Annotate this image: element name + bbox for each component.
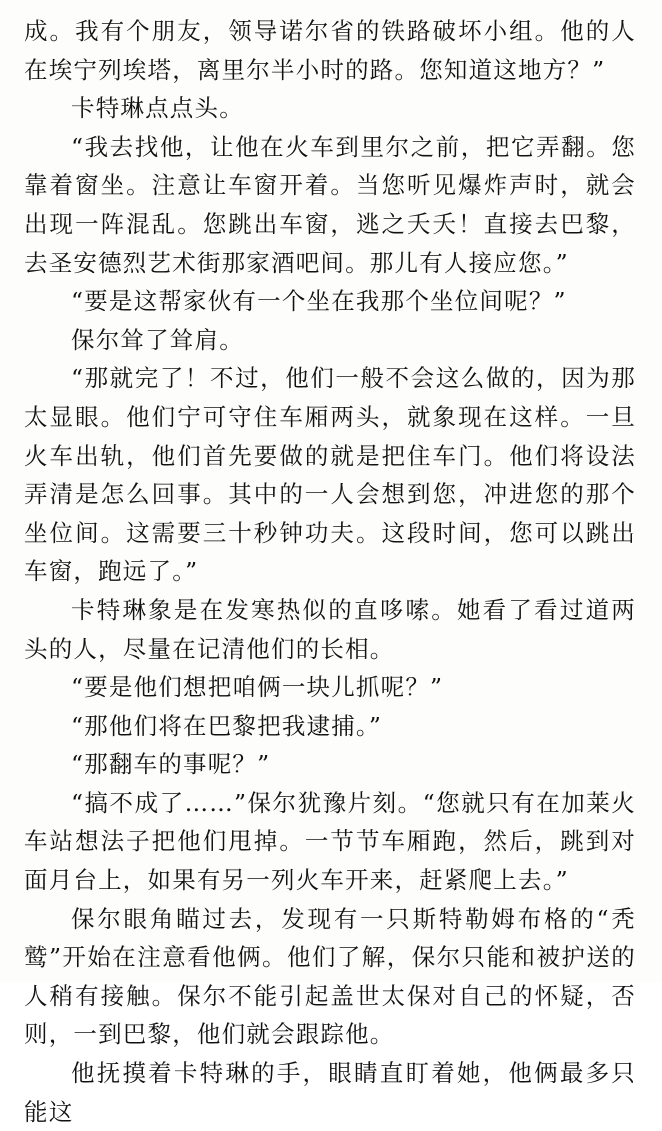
paragraph-8: “要是他们想把咱俩一块儿抓呢？” bbox=[71, 673, 444, 702]
paragraph-3: “我去找他，让他在火车到里尔之前，把它弄翻。您靠着窗坐。注意让车窗开着。当您听见爆炸声时，就会出现一阵混乱。您跳出车窗，逃之夭夭！直接去巴黎，去圣安德烈艺术街那家酒吧间。那儿有人接应您。” bbox=[24, 132, 636, 277]
paragraph-7: 卡特琳象是在发寒热似的直哆嗦。她看了看过道两头的人，尽量在记清他们的长相。 bbox=[24, 595, 636, 663]
page-body-text bbox=[24, 12, 636, 1131]
paragraph-6: “那就完了！不过，他们一般不会这么做的，因为那太显眼。他们宁可守住车厢两头，就象现在这样。一旦火车出轨，他们首先要做的就是把住车门。他们将设法弄清是怎么回事。其中的一人会想到您，冲进您的那个坐位间。这需要三十秒钟功夫。这段时间，您可以跳出车窗，跑远了。” bbox=[24, 364, 636, 586]
paragraph-11: “搞不成了……”保尔犹豫片刻。“您就只有在加莱火车站想法子把他们甩掉。一节节车厢跑，然后，跳到对面月台上，如果有另一列火车开来，赶紧爬上去。” bbox=[24, 788, 636, 895]
paragraph-5: 保尔耸了耸肩。 bbox=[71, 325, 244, 354]
paragraph-4: “要是这帮家伙有一个坐在我那个坐位间呢？” bbox=[71, 287, 567, 316]
paragraph-2: 卡特琳点点头。 bbox=[71, 94, 244, 123]
paragraph-9: “那他们将在巴黎把我逮捕。” bbox=[71, 711, 383, 740]
paragraph-12: 保尔眼角瞄过去，发现有一只斯特勒姆布格的“秃鹫”开始在注意看他俩。他们了解，保尔只能和被护送的人稍有接触。保尔不能引起盖世太保对自己的怀疑，否则，一到巴黎，他们就会跟踪他。 bbox=[24, 904, 636, 1049]
paragraph-1: 成。我有个朋友，领导诺尔省的铁路破坏小组。他的人在埃宁列埃塔，离里尔半小时的路。您知道这地方？” bbox=[24, 17, 636, 84]
paragraph-13: 他抚摸着卡特琳的手，眼睛直盯着她，他俩最多只能这 bbox=[24, 1059, 636, 1126]
paragraph-10: “那翻车的事呢？” bbox=[71, 750, 271, 779]
